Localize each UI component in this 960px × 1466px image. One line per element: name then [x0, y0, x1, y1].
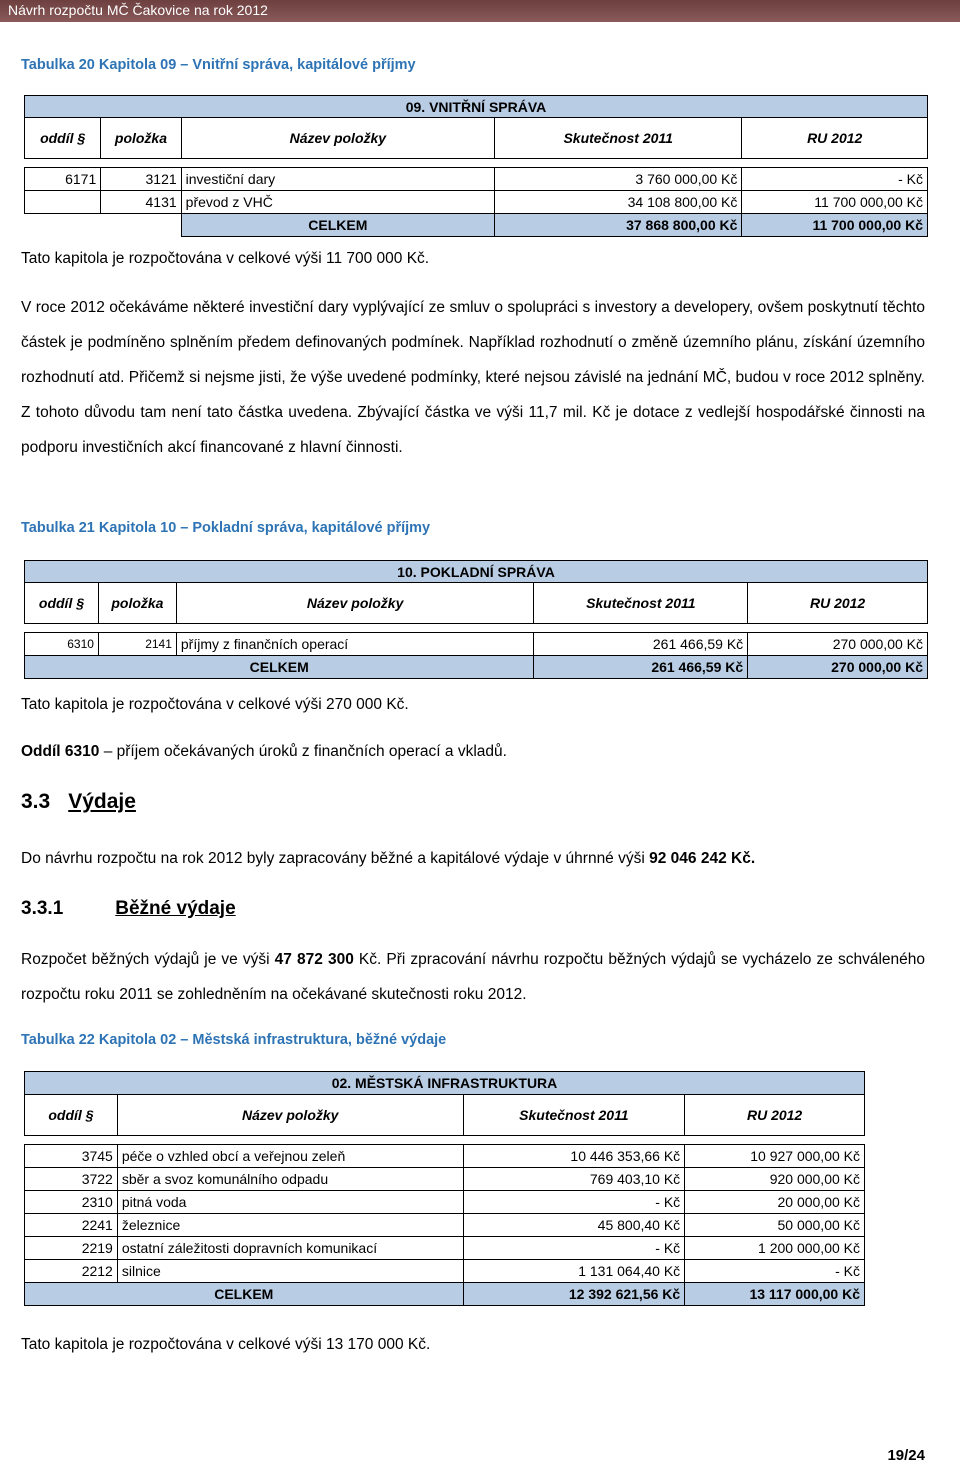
- cell-skutecnost: - Kč: [463, 1237, 685, 1260]
- cell-ru: 50 000,00 Kč: [685, 1214, 865, 1237]
- page-number: 19/24: [887, 1447, 925, 1464]
- table-row: [25, 191, 928, 214]
- paragraph-expenses-total: [21, 850, 925, 868]
- cell-nazev: železnice: [117, 1214, 463, 1237]
- table-20-caption: Tabulka 20 Kapitola 09 – Vnitřní správa, kapitálové příjmy: [21, 57, 416, 73]
- document-header: [0, 0, 960, 22]
- cell-ru: 20 000,00 Kč: [685, 1191, 865, 1214]
- spacer: [25, 159, 928, 168]
- cell-skutecnost: 45 800,40 Kč: [463, 1214, 685, 1237]
- cell-oddil: 2310: [25, 1191, 118, 1214]
- col-header-ru: RU 2012: [748, 583, 928, 624]
- table-21-caption: Tabulka 21 Kapitola 10 – Pokladní správa, kapitálové příjmy: [21, 520, 431, 536]
- cell-nazev: investiční dary: [181, 168, 494, 191]
- total-label: CELKEM: [25, 656, 534, 679]
- table-22-caption: Tabulka 22 Kapitola 02 – Městská infrastruktura, běžné výdaje: [21, 1032, 447, 1048]
- paragraph-current-expenses: [21, 942, 925, 1012]
- col-header-polozka: položka: [98, 583, 176, 624]
- cell-polozka: 4131: [101, 191, 181, 214]
- expenses-amount: 92 046 242 Kč.: [649, 850, 756, 867]
- text-part: Kč. Při zpracování návrhu rozpočtu běžných výdajů se vycházelo ze schváleného rozpočtu roku 2011 se zohledněním na očekávané skutečnosti roku 2012.: [21, 951, 926, 1003]
- empty-cell: [25, 214, 101, 237]
- col-header-oddil: oddíl §: [25, 583, 99, 624]
- table-row: [25, 1191, 865, 1214]
- total-row: [25, 214, 928, 237]
- cell-skutecnost: - Kč: [463, 1191, 685, 1214]
- spacer: [25, 1136, 865, 1145]
- cell-ru: 920 000,00 Kč: [685, 1168, 865, 1191]
- cell-nazev: příjmy z finančních operací: [176, 633, 534, 656]
- cell-skutecnost: 34 108 800,00 Kč: [495, 191, 742, 214]
- cell-oddil: 6171: [25, 168, 101, 191]
- table-row: [25, 1145, 865, 1168]
- total-label: CELKEM: [181, 214, 494, 237]
- cell-ru: - Kč: [742, 168, 928, 191]
- section-title: Výdaje: [68, 790, 136, 813]
- cell-ru: 270 000,00 Kč: [748, 633, 928, 656]
- paragraph-oddil-6310: [21, 743, 925, 761]
- total-ru: 270 000,00 Kč: [748, 656, 928, 679]
- col-header-skutecnost: Skutečnost 2011: [463, 1095, 685, 1136]
- col-header-nazev: Název položky: [117, 1095, 463, 1136]
- text-part: Rozpočet běžných výdajů je ve výši: [21, 951, 275, 968]
- table-row: [25, 1260, 865, 1283]
- cell-oddil: 3722: [25, 1168, 118, 1191]
- oddil-description: – příjem očekávaných úroků z finančních operací a vkladů.: [99, 743, 507, 760]
- col-header-oddil: oddíl §: [25, 1095, 118, 1136]
- cell-skutecnost: 10 446 353,66 Kč: [463, 1145, 685, 1168]
- col-header-skutecnost: Skutečnost 2011: [495, 118, 742, 159]
- cell-polozka: 2141: [98, 633, 176, 656]
- section-heading-3-3-1: [21, 898, 236, 920]
- table-title: 02. MĚSTSKÁ INFRASTRUKTURA: [25, 1072, 865, 1095]
- cell-ru: 1 200 000,00 Kč: [685, 1237, 865, 1260]
- total-skutecnost: 12 392 621,56 Kč: [463, 1283, 685, 1306]
- col-header-polozka: položka: [101, 118, 181, 159]
- cell-nazev: pitná voda: [117, 1191, 463, 1214]
- table-21: [24, 560, 928, 679]
- col-header-skutecnost: Skutečnost 2011: [534, 583, 748, 624]
- amount: 47 872 300: [274, 951, 354, 968]
- expenses-text: Do návrhu rozpočtu na rok 2012 byly zapracovány běžné a kapitálové výdaje v úhrnné výši: [21, 850, 650, 867]
- cell-oddil: 2241: [25, 1214, 118, 1237]
- section-title: Běžné výdaje: [115, 898, 236, 919]
- total-label: CELKEM: [25, 1283, 464, 1306]
- cell-oddil: 6310: [25, 633, 99, 656]
- table-title: 09. VNITŘNÍ SPRÁVA: [25, 96, 928, 118]
- total-ru: 11 700 000,00 Kč: [742, 214, 928, 237]
- cell-skutecnost: 1 131 064,40 Kč: [463, 1260, 685, 1283]
- table-row: [25, 633, 928, 656]
- document-title: Návrh rozpočtu MČ Čakovice na rok 2012: [8, 2, 268, 18]
- section-heading-3-3: [21, 790, 136, 814]
- table-title: 10. POKLADNÍ SPRÁVA: [25, 561, 928, 583]
- paragraph-total-02: Tato kapitola je rozpočtována v celkové výši 13 170 000 Kč.: [21, 1336, 431, 1353]
- cell-skutecnost: 769 403,10 Kč: [463, 1168, 685, 1191]
- cell-skutecnost: 3 760 000,00 Kč: [495, 168, 742, 191]
- col-header-oddil: oddíl §: [25, 118, 101, 159]
- paragraph-explanation: V roce 2012 očekáváme některé investiční dary vyplývající ze smluv o spolupráci s investory a developery, ovšem poskytnutí těchto částek je podmíněno splněním předem definovaných podmínek. Například rozhodnutí o změně územního plánu, získání územního rozhodnutí atd. Přičemž si nejsme jisti, že výše uvedené podmínky, které nejsou závislé na jednání MČ, budou v roce 2012 splněny. Z tohoto důvodu tam není tato částka uvedena. Zbývající částka ve výši 11,7 mil. Kč je dotace z vedlejší hospodářské činnosti na podporu investičních akcí financované z hlavní činnosti.: [21, 299, 925, 456]
- total-skutecnost: 37 868 800,00 Kč: [495, 214, 742, 237]
- cell-nazev: ostatní záležitosti dopravních komunikací: [117, 1237, 463, 1260]
- table-row: [25, 1237, 865, 1260]
- table-row: [25, 168, 928, 191]
- cell-nazev: převod z VHČ: [181, 191, 494, 214]
- col-header-nazev: Název položky: [176, 583, 534, 624]
- total-ru: 13 117 000,00 Kč: [685, 1283, 865, 1306]
- section-number: 3.3: [21, 790, 51, 813]
- paragraph-total-09: Tato kapitola je rozpočtována v celkové výši 11 700 000 Kč.: [21, 250, 430, 267]
- cell-oddil: 2212: [25, 1260, 118, 1283]
- total-skutecnost: 261 466,59 Kč: [534, 656, 748, 679]
- cell-ru: - Kč: [685, 1260, 865, 1283]
- total-row: [25, 1283, 865, 1306]
- table-row: [25, 1214, 865, 1237]
- cell-nazev: péče o vzhled obcí a veřejnou zeleň: [117, 1145, 463, 1168]
- total-row: [25, 656, 928, 679]
- paragraph-total-10: Tato kapitola je rozpočtována v celkové výši 270 000 Kč.: [21, 696, 409, 713]
- cell-nazev: sběr a svoz komunálního odpadu: [117, 1168, 463, 1191]
- spacer: [25, 624, 928, 633]
- table-row: [25, 1168, 865, 1191]
- cell-oddil: 2219: [25, 1237, 118, 1260]
- empty-cell: [101, 214, 181, 237]
- cell-polozka: 3121: [101, 168, 181, 191]
- section-number: 3.3.1: [21, 898, 64, 919]
- col-header-nazev: Název položky: [181, 118, 494, 159]
- cell-ru: 11 700 000,00 Kč: [742, 191, 928, 214]
- cell-oddil: [25, 191, 101, 214]
- oddil-label: Oddíl 6310: [21, 743, 100, 760]
- table-20: [24, 95, 928, 237]
- col-header-ru: RU 2012: [685, 1095, 865, 1136]
- cell-ru: 10 927 000,00 Kč: [685, 1145, 865, 1168]
- col-header-ru: RU 2012: [742, 118, 928, 159]
- cell-skutecnost: 261 466,59 Kč: [534, 633, 748, 656]
- table-22: [24, 1071, 865, 1306]
- cell-nazev: silnice: [117, 1260, 463, 1283]
- cell-oddil: 3745: [25, 1145, 118, 1168]
